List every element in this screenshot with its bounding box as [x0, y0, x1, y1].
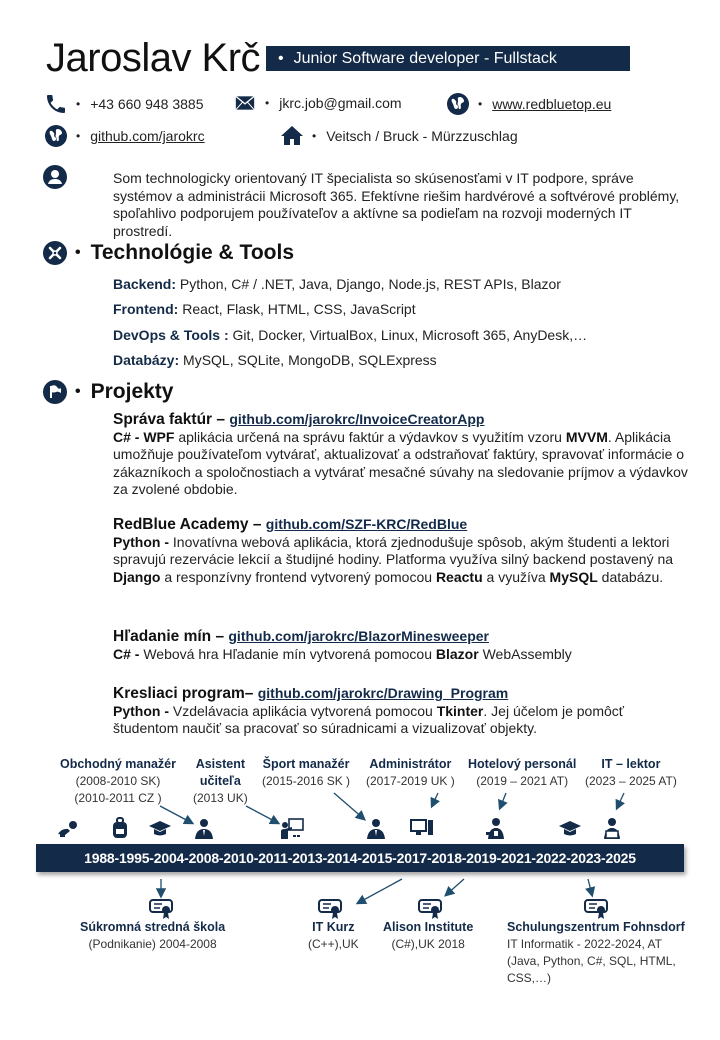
role-title: Junior Software developer - Fullstack	[293, 50, 557, 67]
bullet: •	[312, 129, 317, 143]
timeline-years-bar: 1988-1995-2004-2008-2010-2011-2013-2014-2015-2017-2018-2019-2021-2022-2023-2025	[36, 844, 684, 872]
tech-label: Backend:	[113, 276, 177, 292]
arrow	[617, 793, 624, 808]
tech-value: Python, C# / .NET, Java, Django, Node.js, REST APIs, Blazor	[176, 276, 561, 292]
project-description	[113, 703, 693, 738]
desc-text: aplikácia určená na správu faktúr a výdavkov s využitím vzoru	[174, 428, 566, 445]
job-title: Obchodný manažér	[60, 757, 176, 771]
desc-keyword: Reactu	[435, 568, 483, 585]
project-description	[113, 534, 693, 587]
project-drawing	[113, 685, 693, 738]
job-title: Asistent	[195, 757, 246, 771]
globe-icon	[44, 124, 68, 148]
edu-fohnsdorf	[507, 919, 685, 987]
project-name: Správa faktúr –	[113, 411, 230, 428]
certificate-icon	[584, 897, 608, 921]
job-period: (2015-2016 SK )	[262, 774, 351, 788]
project-title	[113, 516, 693, 534]
job-teaching-assistant	[193, 756, 248, 807]
project-link[interactable]: github.com/jarokrc/BlazorMinesweeper	[228, 628, 489, 644]
email-address[interactable]: jkrc.job@gmail.com	[279, 95, 402, 111]
person-icon	[43, 165, 67, 189]
tech-value: MySQL, SQLite, MongoDB, SQLExpress	[179, 352, 437, 368]
edu-title: Súkromná stredná škola	[80, 920, 226, 934]
computer-icon	[410, 816, 434, 840]
arrow	[358, 879, 402, 903]
edu-detail: (C++),UK	[308, 937, 359, 951]
desc-text: Inovatívna webová aplikácia, ktorá zjednodušuje spôsob, akým študenti a lektori spravujú rezervácie lekcií a študijné hodiny. Platforma využíva silný backend postavený na	[113, 533, 674, 567]
tech-value: Git, Docker, VirtualBox, Linux, Microsoft 365, AnyDesk,…	[228, 327, 588, 343]
edu-detail: (C#),UK 2018	[391, 937, 465, 951]
job-title: učiteľa	[199, 774, 241, 788]
teacher-icon	[280, 816, 304, 840]
section-projects	[43, 380, 173, 404]
edu-detail: CSS,…)	[507, 971, 552, 985]
certificate-icon	[149, 897, 173, 921]
tech-value: React, Flask, HTML, CSS, JavaScript	[178, 301, 416, 317]
project-tech: C# -	[113, 645, 140, 662]
tech-label: Databázy:	[113, 352, 180, 368]
job-title: Hotelový personál	[468, 757, 577, 771]
edu-it-course	[308, 919, 359, 953]
certificate-icon	[418, 897, 442, 921]
job-title: IT – lektor	[601, 757, 661, 771]
job-title: Šport manažér	[262, 757, 350, 771]
project-title	[113, 628, 693, 646]
arrow	[334, 793, 364, 819]
businessman-icon	[364, 816, 388, 840]
bullet: •	[265, 96, 270, 110]
it-lecturer-icon	[600, 816, 624, 840]
job-sales-manager	[60, 756, 176, 807]
profile-summary: Som technologicky orientovaný IT špecialista so skúsenosťami v IT podpore, správe systémov a administrácii Microsoft 365. Efektívne riešim hardvérové a softvérové problémy, spoľahlivo podporujem používateľov a aktívne sa podieľam na rozvoji moderných IT prostredí.	[113, 170, 680, 239]
project-title	[113, 685, 693, 703]
arrow	[432, 793, 438, 806]
job-period: (2017-2019 UK )	[366, 774, 455, 788]
phone-number: +43 660 948 3885	[90, 96, 204, 112]
graduation-cap-icon	[148, 816, 172, 840]
candidate-name: Jaroslav Krč	[46, 36, 261, 80]
contact-email	[233, 93, 402, 113]
bullet: •	[478, 97, 483, 111]
bullet: •	[76, 97, 81, 111]
desc-keyword: Django	[113, 568, 161, 585]
desc-keyword: MySQL	[549, 568, 598, 585]
role-banner	[266, 46, 630, 71]
flag-icon	[43, 380, 67, 404]
project-minesweeper	[113, 628, 693, 663]
tech-label: Frontend:	[113, 301, 179, 317]
project-tech: Python -	[113, 702, 169, 719]
hotel-staff-icon	[484, 816, 508, 840]
project-name: Kresliaci program–	[113, 685, 258, 702]
tech-row-frontend	[113, 301, 416, 317]
job-period: (2013 UK)	[193, 791, 248, 805]
edu-high-school	[80, 919, 225, 953]
baby-icon	[56, 816, 80, 840]
contact-location	[280, 124, 518, 148]
project-link[interactable]: github.com/SZF-KRC/RedBlue	[265, 516, 468, 532]
job-it-lecturer	[585, 756, 677, 790]
project-link[interactable]: github.com/jarokrc/InvoiceCreatorApp	[229, 411, 485, 427]
bullet: •	[75, 244, 81, 261]
tech-row-backend	[113, 276, 561, 292]
edu-title: Alison Institute	[383, 920, 474, 934]
tools-icon	[43, 241, 67, 265]
envelope-icon	[233, 93, 257, 113]
desc-text: a responzívny frontend vytvorený pomocou	[160, 568, 436, 585]
project-name: Hľadanie mín –	[113, 628, 229, 645]
section-technologies	[43, 241, 294, 265]
tech-row-databases	[113, 352, 437, 368]
certificate-icon	[318, 897, 342, 921]
project-link[interactable]: github.com/jarokrc/Drawing_Program	[257, 685, 509, 701]
edu-detail: IT Informatik - 2022-2024, AT	[507, 937, 662, 951]
section-title: Technológie & Tools	[90, 241, 294, 264]
desc-text: WebAssembly	[478, 645, 572, 662]
desc-text: Vzdelávacia aplikácia vytvorená pomocou	[169, 702, 437, 719]
edu-title: IT Kurz	[312, 920, 355, 934]
desc-text: . Aplikácia umožňuje používateľom vytvárať, aktualizovať a odstraňovať faktúry, spravovať informácie o zákazníkoch a spoločnostiach a vytvárať mesačné súvahy na sledovanie príjmov a výdavkov za zvolené obdobie.	[113, 428, 688, 497]
project-title	[113, 411, 693, 429]
backpack-icon	[108, 816, 132, 840]
project-description	[113, 429, 693, 499]
job-period: (2019 – 2021 AT)	[476, 774, 569, 788]
github-link[interactable]: github.com/jarokrc	[90, 128, 205, 144]
website-link[interactable]: www.redbluetop.eu	[492, 96, 612, 112]
phone-icon	[44, 92, 68, 116]
arrow	[588, 879, 592, 895]
edu-alison	[383, 919, 473, 953]
edu-detail: (Java, Python, C#, SQL, HTML,	[507, 954, 676, 968]
job-hotel-staff	[468, 756, 576, 790]
desc-keyword: MVVM	[565, 428, 608, 445]
desc-keyword: Tkinter	[436, 702, 484, 719]
arrow	[500, 793, 506, 808]
project-redblue	[113, 516, 693, 586]
tech-row-devops	[113, 327, 587, 343]
desc-text: databázu.	[597, 568, 664, 585]
arrow	[246, 806, 278, 823]
edu-detail: (Podnikanie) 2004-2008	[88, 937, 217, 951]
arrow	[446, 879, 464, 895]
graduation-cap-icon	[558, 816, 582, 840]
section-title: Projekty	[90, 380, 174, 403]
bullet: •	[278, 50, 284, 67]
project-name: RedBlue Academy –	[113, 516, 266, 533]
project-description	[113, 646, 693, 664]
job-title: Administrátor	[369, 757, 452, 771]
desc-text: Webová hra Hľadanie mín vytvorená pomocou	[139, 645, 436, 662]
job-period: (2010-2011 CZ )	[74, 791, 162, 805]
project-tech: Python -	[113, 533, 169, 550]
globe-icon	[446, 92, 470, 116]
contact-phone	[44, 92, 203, 116]
project-tech: C# - WPF	[113, 428, 175, 445]
desc-text: . Jej účelom je pomôcť študentom naučiť sa pracovať so súradnicami a vizualizovať objekty.	[113, 702, 625, 736]
location-text: Veitsch / Bruck - Mürzzuschlag	[326, 128, 518, 144]
desc-text: a využíva	[482, 568, 550, 585]
job-period: (2008-2010 SK)	[75, 774, 161, 788]
businessman-icon	[192, 816, 216, 840]
bullet: •	[75, 383, 81, 400]
desc-keyword: Blazor	[435, 645, 479, 662]
project-invoice	[113, 411, 693, 499]
contact-github	[44, 124, 205, 148]
job-period: (2023 – 2025 AT)	[585, 774, 677, 788]
bullet: •	[76, 129, 81, 143]
edu-title: Schulungszentrum Fohnsdorf	[507, 920, 685, 934]
job-sport-manager	[262, 756, 350, 790]
job-administrator	[366, 756, 455, 790]
tech-label: DevOps & Tools :	[113, 327, 229, 343]
contact-website	[446, 92, 611, 116]
home-icon	[280, 124, 304, 148]
